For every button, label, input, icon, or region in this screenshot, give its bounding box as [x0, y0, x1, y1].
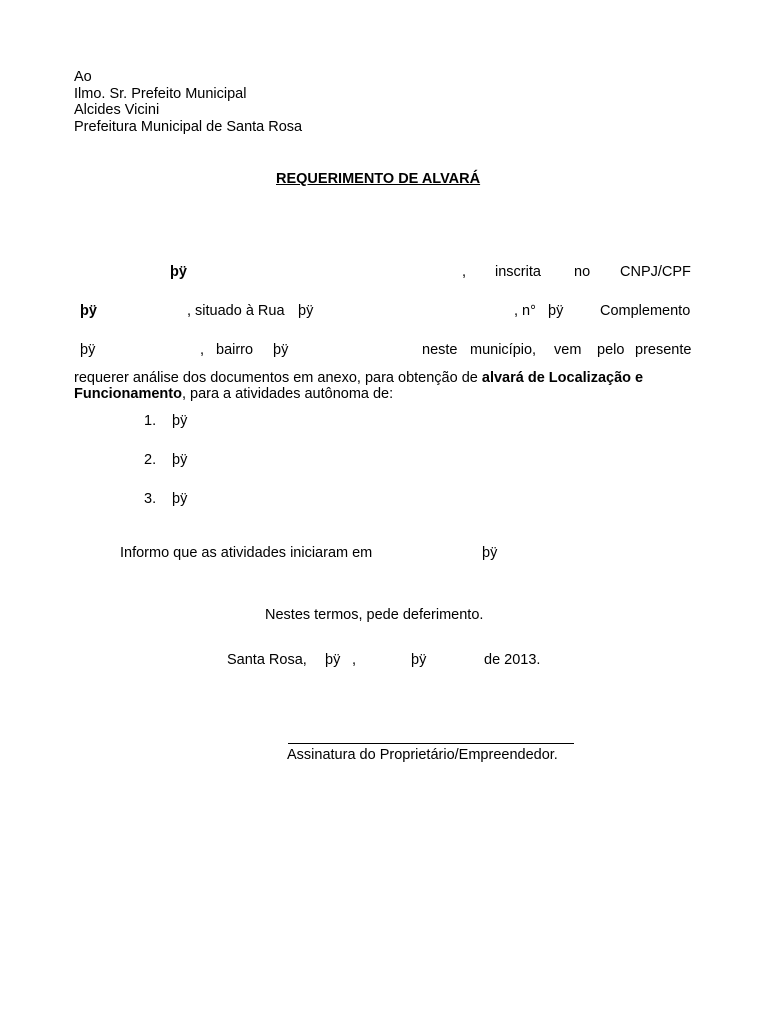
neighborhood-field[interactable]: þÿ: [273, 342, 289, 358]
row3-presente: presente: [635, 342, 692, 358]
start-info-text: Informo que as atividades iniciaram em: [120, 545, 373, 561]
row1-no: no: [574, 264, 591, 280]
number-field[interactable]: þÿ: [548, 303, 564, 319]
row1-comma: ,: [462, 264, 467, 280]
date-year: de 2013.: [484, 652, 541, 668]
addressee-line-prefeito: Ilmo. Sr. Prefeito Municipal: [74, 86, 247, 102]
row5-text: [74, 386, 393, 403]
day-field[interactable]: þÿ: [325, 652, 341, 668]
row3-pelo: pelo: [597, 342, 625, 358]
row4-bold: alvará de Localização e: [481, 370, 644, 386]
row1-cnpj: CNPJ/CPF: [620, 264, 691, 280]
activity-field-2[interactable]: þÿ: [172, 452, 188, 468]
row3-comma: ,: [200, 342, 205, 358]
document-title: REQUERIMENTO DE ALVARÁ: [276, 171, 481, 187]
street-field[interactable]: þÿ: [298, 303, 314, 319]
row3-municipio: município,: [470, 342, 537, 358]
row2-complemento: Complemento: [600, 303, 691, 319]
date-city: Santa Rosa,: [227, 652, 307, 668]
signature-label: Assinatura do Proprietário/Empreendedor.: [287, 747, 558, 763]
start-date-field[interactable]: þÿ: [482, 545, 498, 561]
row2-situado: , situado à Rua: [187, 303, 285, 319]
cnpj-field[interactable]: þÿ: [80, 303, 97, 319]
complement-field[interactable]: þÿ: [80, 342, 96, 358]
row4-text: [74, 370, 643, 387]
date-comma: ,: [352, 652, 357, 668]
row1-inscrita: inscrita: [495, 264, 541, 280]
closing-text: Nestes termos, pede deferimento.: [265, 607, 484, 623]
company-name-field[interactable]: þÿ: [170, 264, 187, 280]
row3-bairro: bairro: [216, 342, 254, 358]
row5-bold: Funcionamento: [74, 386, 182, 402]
row3-vem: vem: [554, 342, 582, 358]
activity-number-2: 2.: [144, 452, 157, 468]
row3-neste: neste: [422, 342, 458, 358]
addressee-line-ao: Ao: [74, 69, 92, 85]
row5-regular: , para a atividades autônoma de:: [181, 386, 394, 402]
signature-line: [288, 743, 574, 744]
activity-number-1: 1.: [144, 413, 157, 429]
month-field[interactable]: þÿ: [411, 652, 427, 668]
addressee-line-name: Alcides Vicini: [74, 102, 160, 118]
activity-number-3: 3.: [144, 491, 157, 507]
activity-field-3[interactable]: þÿ: [172, 491, 188, 507]
activity-field-1[interactable]: þÿ: [172, 413, 188, 429]
row4-regular: requerer análise dos documentos em anexo, para obtenção de: [74, 370, 482, 386]
row2-numero: , n°: [514, 303, 536, 319]
addressee-line-prefeitura: Prefeitura Municipal de Santa Rosa: [74, 119, 303, 135]
